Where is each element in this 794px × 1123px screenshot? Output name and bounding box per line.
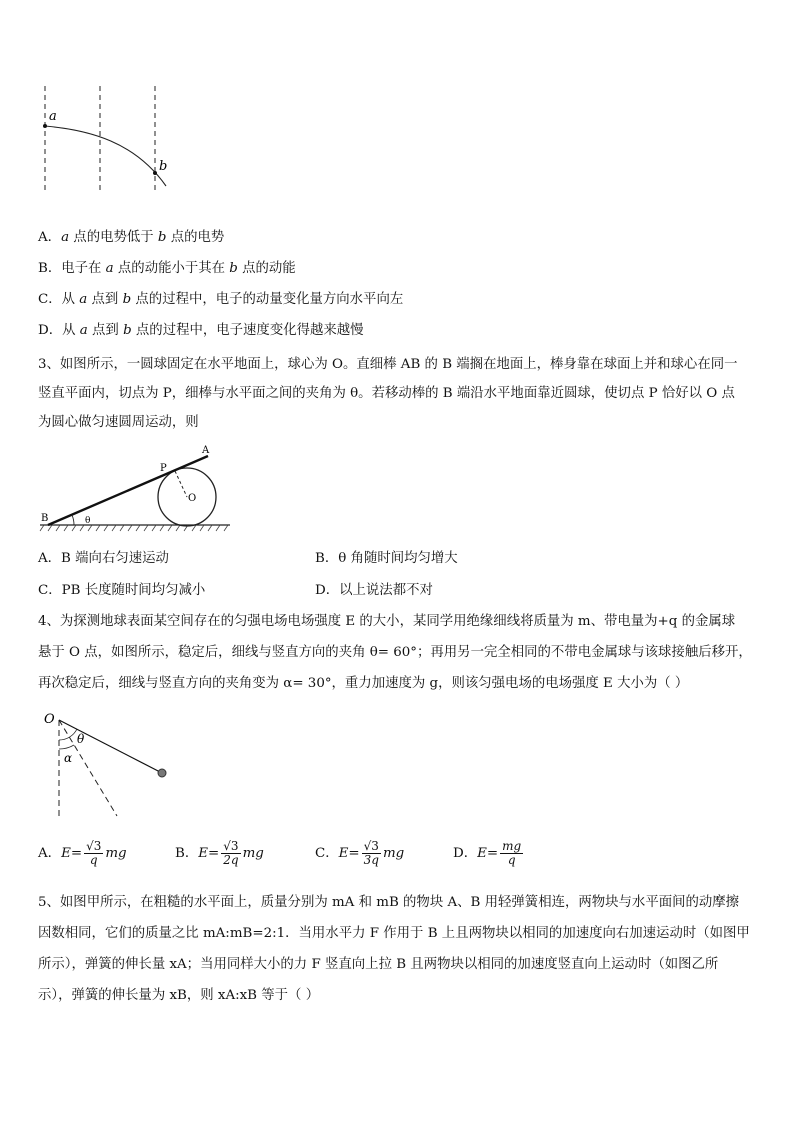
italic-variable: b	[229, 261, 238, 276]
italic-variable: a	[79, 292, 88, 307]
q4-option-d: D．E= $\frac{mg}{q}$	[453, 839, 522, 867]
q2-option-a: A．a 点的电势低于 b 点的电势	[38, 230, 225, 245]
equipotential-figure	[30, 80, 180, 192]
q4-option-c: C．E= $\frac{√3}{3q}$ mg	[315, 839, 405, 867]
label-P: P	[160, 463, 167, 474]
label-B: B	[41, 513, 49, 524]
option-text: 点的动能小于其在	[113, 261, 230, 276]
option-text: 点的过程中，电子的动量变化量方向水平向左	[131, 292, 404, 307]
q5-stem-line-4: 示），弹簧的伸长量为 xB，则 xA:xB 等于（ ）	[38, 988, 320, 1003]
q3-option-b: B．θ 角随时间均匀增大	[315, 551, 458, 566]
q4-option-a: A．E= $\frac{√3}{q}$ mg	[38, 839, 127, 867]
label-b: b	[159, 159, 168, 174]
q2-option-c: C．从 a 点到 b 点的过程中，电子的动量变化量方向水平向左	[38, 292, 404, 307]
q4-stem-line-1: 4、为探测地球表面某空间存在的匀强电场电场强度 E 的大小，某同学用绝缘细线将质量为 m、带电量为+q 的金属球	[38, 614, 736, 629]
italic-variable: a	[105, 261, 114, 276]
italic-variable: b	[123, 323, 132, 338]
italic-variable: a	[79, 323, 88, 338]
q4-option-b: B．E= $\frac{√3}{2q}$ mg	[175, 839, 264, 867]
italic-variable: b	[157, 230, 167, 245]
option-text: 点的电势	[166, 230, 225, 245]
point-b	[153, 171, 157, 175]
option-text: 点到	[87, 292, 123, 307]
theta-arc	[72, 515, 74, 525]
q3-stem-line-1: 3、如图所示，一圆球固定在水平地面上，球心为 O。直细棒 AB 的 B 端搁在地面上，棒身靠在球面上并和球心在同一	[38, 357, 738, 372]
label-a: a	[49, 109, 57, 124]
q5-stem-line-2: 因数相同，它们的质量之比 mA:mB=2:1．当用水平力 F 作用于 B 上且两物块以相同的加速度向右加速运动时（如图甲	[38, 926, 750, 941]
option-text: 点到	[87, 323, 124, 338]
q3-stem-line-3: 为圆心做匀速圆周运动，则	[38, 415, 199, 430]
label-alpha: α	[64, 751, 73, 765]
option-text: 从	[61, 292, 80, 307]
metal-ball	[158, 769, 166, 777]
q3-stem-line-2: 竖直平面内，切点为 P，细棒与水平面之间的夹角为 θ。若移动棒的 B 端沿水平地面靠近圆球，使切点 P 恰好以 O 点	[38, 386, 735, 401]
label-O: O	[44, 712, 55, 727]
radius-op	[175, 471, 187, 497]
option-text: 从	[62, 323, 80, 338]
option-text: 点的动能	[237, 261, 296, 276]
q3-option-a: A．B 端向右匀速运动	[38, 551, 169, 566]
label-A: A	[202, 445, 210, 456]
q4-stem-line-2: 悬于 O 点，如图所示，稳定后，细线与竖直方向的夹角 θ= 60°；再用另一完全相同的不带电金属球与该球接触后移开，	[38, 645, 752, 660]
q5-stem-line-3: 所示），弹簧的伸长量 xA；当用同样大小的力 F 竖直向上拉 B 且两物块以相同的加速度竖直向上运动时（如图乙所	[38, 957, 719, 972]
point-a	[43, 124, 47, 128]
italic-variable: b	[122, 292, 132, 307]
ground-hatch	[40, 525, 228, 531]
q3-option-d: D．以上说法都不对	[315, 583, 433, 598]
option-text: 点的过程中，电子速度变化得越来越慢	[131, 323, 364, 338]
q4-stem-line-3: 再次稳定后，细线与竖直方向的夹角变为 α= 30°，重力加速度为 g，则该匀强电场的电场强度 E 大小为（ ）	[38, 676, 689, 691]
q2-option-b: B．电子在 a 点的动能小于其在 b 点的动能	[38, 261, 296, 276]
q2-option-d: D．从 a 点到 b 点的过程中，电子速度变化得越来越慢	[38, 323, 364, 338]
rod-ab	[48, 456, 208, 525]
label-O: O	[188, 493, 197, 504]
theta-arc	[59, 729, 77, 740]
sphere-rod-figure	[34, 442, 234, 538]
pendulum-figure	[42, 706, 174, 822]
q5-stem-line-1: 5、如图甲所示，在粗糙的水平面上，质量分别为 mA 和 mB 的物块 A、B 用轻弹簧相连，两物块与水平面间的动摩擦	[38, 895, 740, 910]
alpha-arc	[59, 745, 74, 749]
option-text: 电子在	[61, 261, 106, 276]
label-theta: θ	[85, 516, 91, 526]
option-text: 点的电势低于	[69, 230, 158, 245]
italic-variable: a	[61, 230, 70, 245]
q3-option-c: C．PB 长度随时间均匀减小	[38, 583, 206, 598]
trajectory-curve	[45, 126, 166, 186]
label-theta: θ	[77, 732, 85, 746]
